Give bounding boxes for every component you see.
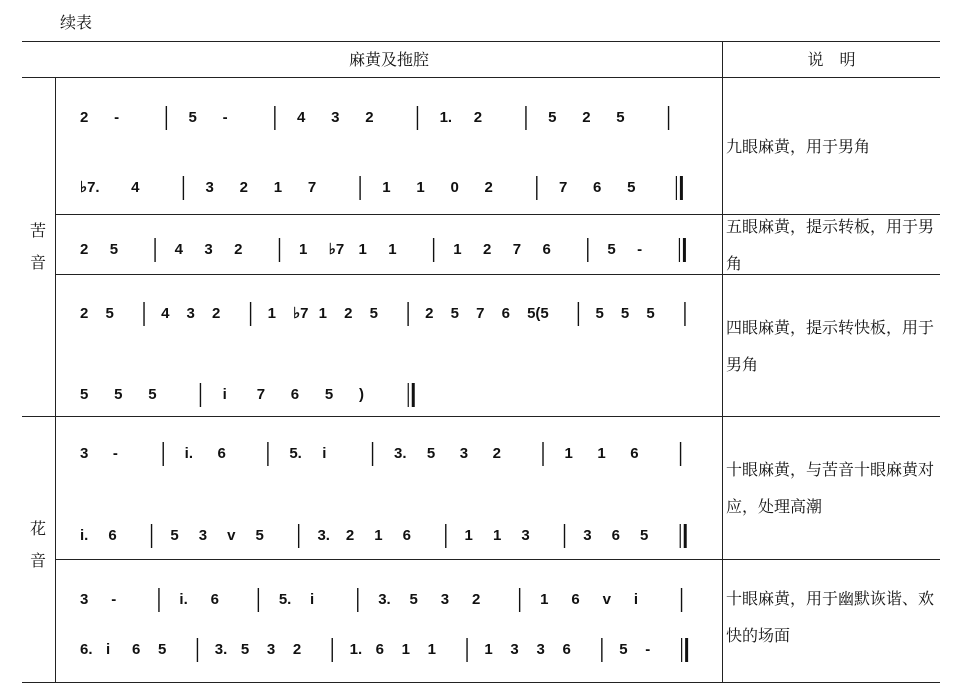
dash: - <box>112 445 118 462</box>
note: 6 <box>501 305 510 322</box>
header-notation-label: 麻黄及拖腔 <box>348 50 429 69</box>
note: 1 <box>273 179 283 196</box>
category-char: 苦 <box>29 221 46 240</box>
row-description: 四眼麻黄，提示转快板，用于男角 <box>726 318 935 374</box>
note: 2 <box>365 109 374 126</box>
note: 3 <box>186 305 195 322</box>
note: 3 <box>80 445 89 462</box>
note: ♭7. <box>80 179 100 196</box>
note: 1 <box>267 305 276 322</box>
note: 5(5 <box>527 305 549 322</box>
note: v <box>602 591 611 608</box>
note: 5 <box>640 527 649 544</box>
dash: - <box>222 109 228 126</box>
note: 5 <box>607 241 616 258</box>
note: 3 <box>331 109 340 126</box>
category-char: 音 <box>29 551 46 570</box>
note: i. <box>80 527 89 544</box>
note: 1. <box>349 641 363 658</box>
note: 1 <box>464 527 473 544</box>
note: 5 <box>548 109 557 126</box>
note: 6 <box>402 527 411 544</box>
note: 5. <box>289 445 302 462</box>
note: 5 <box>80 386 89 403</box>
note: 2 <box>482 241 492 258</box>
note: 3. <box>317 527 330 544</box>
row-description: 十眼麻黄，与苦音十眼麻黄对应，处理高潮 <box>726 460 935 516</box>
dash: - <box>645 641 651 658</box>
note: 3 <box>204 241 213 258</box>
note: 5 <box>409 591 418 608</box>
note: 3 <box>205 179 214 196</box>
category-char: 花 <box>29 519 46 538</box>
row-description: 五眼麻黄，提示转板，用于男角 <box>726 217 935 273</box>
note: 6 <box>210 591 219 608</box>
note: 4 <box>131 179 140 196</box>
note: 5 <box>627 179 636 196</box>
note: 5 <box>114 386 123 403</box>
note: 3 <box>80 591 89 608</box>
note: ♭7 <box>328 241 345 258</box>
note: 0 <box>450 179 459 196</box>
note: 2 <box>292 641 302 658</box>
note: 3 <box>536 641 545 658</box>
note: 4 <box>161 305 170 322</box>
note: 5 <box>170 527 179 544</box>
note: 3 <box>583 527 592 544</box>
note: i <box>222 386 227 403</box>
note: 7 <box>307 179 317 196</box>
note: 5 <box>450 305 459 322</box>
note: 4 <box>174 241 183 258</box>
note: i. <box>179 591 188 608</box>
note: 2 <box>425 305 434 322</box>
note: 1 <box>416 179 425 196</box>
dash: - <box>111 591 117 608</box>
note: 1 <box>374 527 383 544</box>
note: i <box>310 591 315 608</box>
row-description: 十眼麻黄，用于幽默诙谐、欢快的场面 <box>726 589 935 645</box>
notation-lines <box>80 106 687 662</box>
note: 1 <box>382 179 391 196</box>
note: 5. <box>278 591 292 608</box>
note: 6 <box>375 641 384 658</box>
note: 5 <box>619 641 628 658</box>
note: 6 <box>562 641 571 658</box>
note: 1 <box>453 241 462 258</box>
note: 6 <box>132 641 141 658</box>
note: 1 <box>484 641 493 658</box>
note: 6 <box>217 445 226 462</box>
note: 2 <box>345 527 355 544</box>
note: 5 <box>255 527 264 544</box>
note: 1 <box>388 241 397 258</box>
note: 3 <box>510 641 519 658</box>
note: 5 <box>426 445 436 462</box>
note: i <box>106 641 111 658</box>
note: i <box>322 445 327 462</box>
note: 3 <box>440 591 450 608</box>
note: 5 <box>324 386 334 403</box>
note: 5 <box>616 109 625 126</box>
note: 3 <box>266 641 276 658</box>
note: 2 <box>471 591 481 608</box>
note: 1. <box>439 109 453 126</box>
note: 3 <box>521 527 530 544</box>
note: 5 <box>646 305 655 322</box>
note: 5 <box>620 305 630 322</box>
note: 2 <box>80 109 89 126</box>
note: 5 <box>109 241 119 258</box>
row-description: 九眼麻黄，用于男角 <box>726 137 871 156</box>
category-char: 音 <box>29 253 46 272</box>
note: 5 <box>369 305 378 322</box>
note: 1 <box>597 445 606 462</box>
note: ) <box>359 386 364 403</box>
note: 1 <box>564 445 573 462</box>
note: 3. <box>214 641 228 658</box>
note: 5 <box>188 109 197 126</box>
note: 1 <box>427 641 437 658</box>
note: 6 <box>593 179 602 196</box>
dash: - <box>637 241 643 258</box>
note: 1 <box>492 527 502 544</box>
note: 6 <box>290 386 300 403</box>
note: 6 <box>611 527 621 544</box>
note: 5 <box>105 305 114 322</box>
note: 7 <box>476 305 485 322</box>
note: 1 <box>358 241 367 258</box>
note: 2 <box>239 179 248 196</box>
note: 6 <box>571 591 580 608</box>
note: 6. <box>80 641 93 658</box>
note: 2 <box>344 305 353 322</box>
note: 2 <box>484 179 493 196</box>
note: 1 <box>540 591 549 608</box>
dash: - <box>114 109 120 126</box>
note: 6 <box>630 445 639 462</box>
note: 2 <box>234 241 243 258</box>
note: 3. <box>378 591 391 608</box>
table-caption: 续表 <box>60 13 93 32</box>
note: 7 <box>256 386 266 403</box>
note: 3 <box>198 527 208 544</box>
note: 1 <box>401 641 410 658</box>
note: 1 <box>299 241 308 258</box>
note: ♭7 <box>293 305 309 322</box>
note: 6 <box>108 527 117 544</box>
note: 7 <box>558 179 568 196</box>
note: 5 <box>240 641 250 658</box>
note: 7 <box>512 241 522 258</box>
note: 2 <box>473 109 483 126</box>
note: 2 <box>80 305 89 322</box>
note: 2 <box>212 305 221 322</box>
note: i. <box>184 445 194 462</box>
note: i <box>633 591 639 608</box>
note: 5 <box>158 641 167 658</box>
note: 1 <box>318 305 327 322</box>
header-description-label: 说 明 <box>807 50 856 69</box>
note: 3. <box>393 445 407 462</box>
note: 6 <box>542 241 551 258</box>
note: 5 <box>595 305 604 322</box>
note: 2 <box>582 109 591 126</box>
note: 5 <box>148 386 157 403</box>
note: 4 <box>297 109 306 126</box>
note: 2 <box>80 241 89 258</box>
note: 2 <box>492 445 502 462</box>
note: 3 <box>459 445 469 462</box>
note: v <box>227 527 236 544</box>
